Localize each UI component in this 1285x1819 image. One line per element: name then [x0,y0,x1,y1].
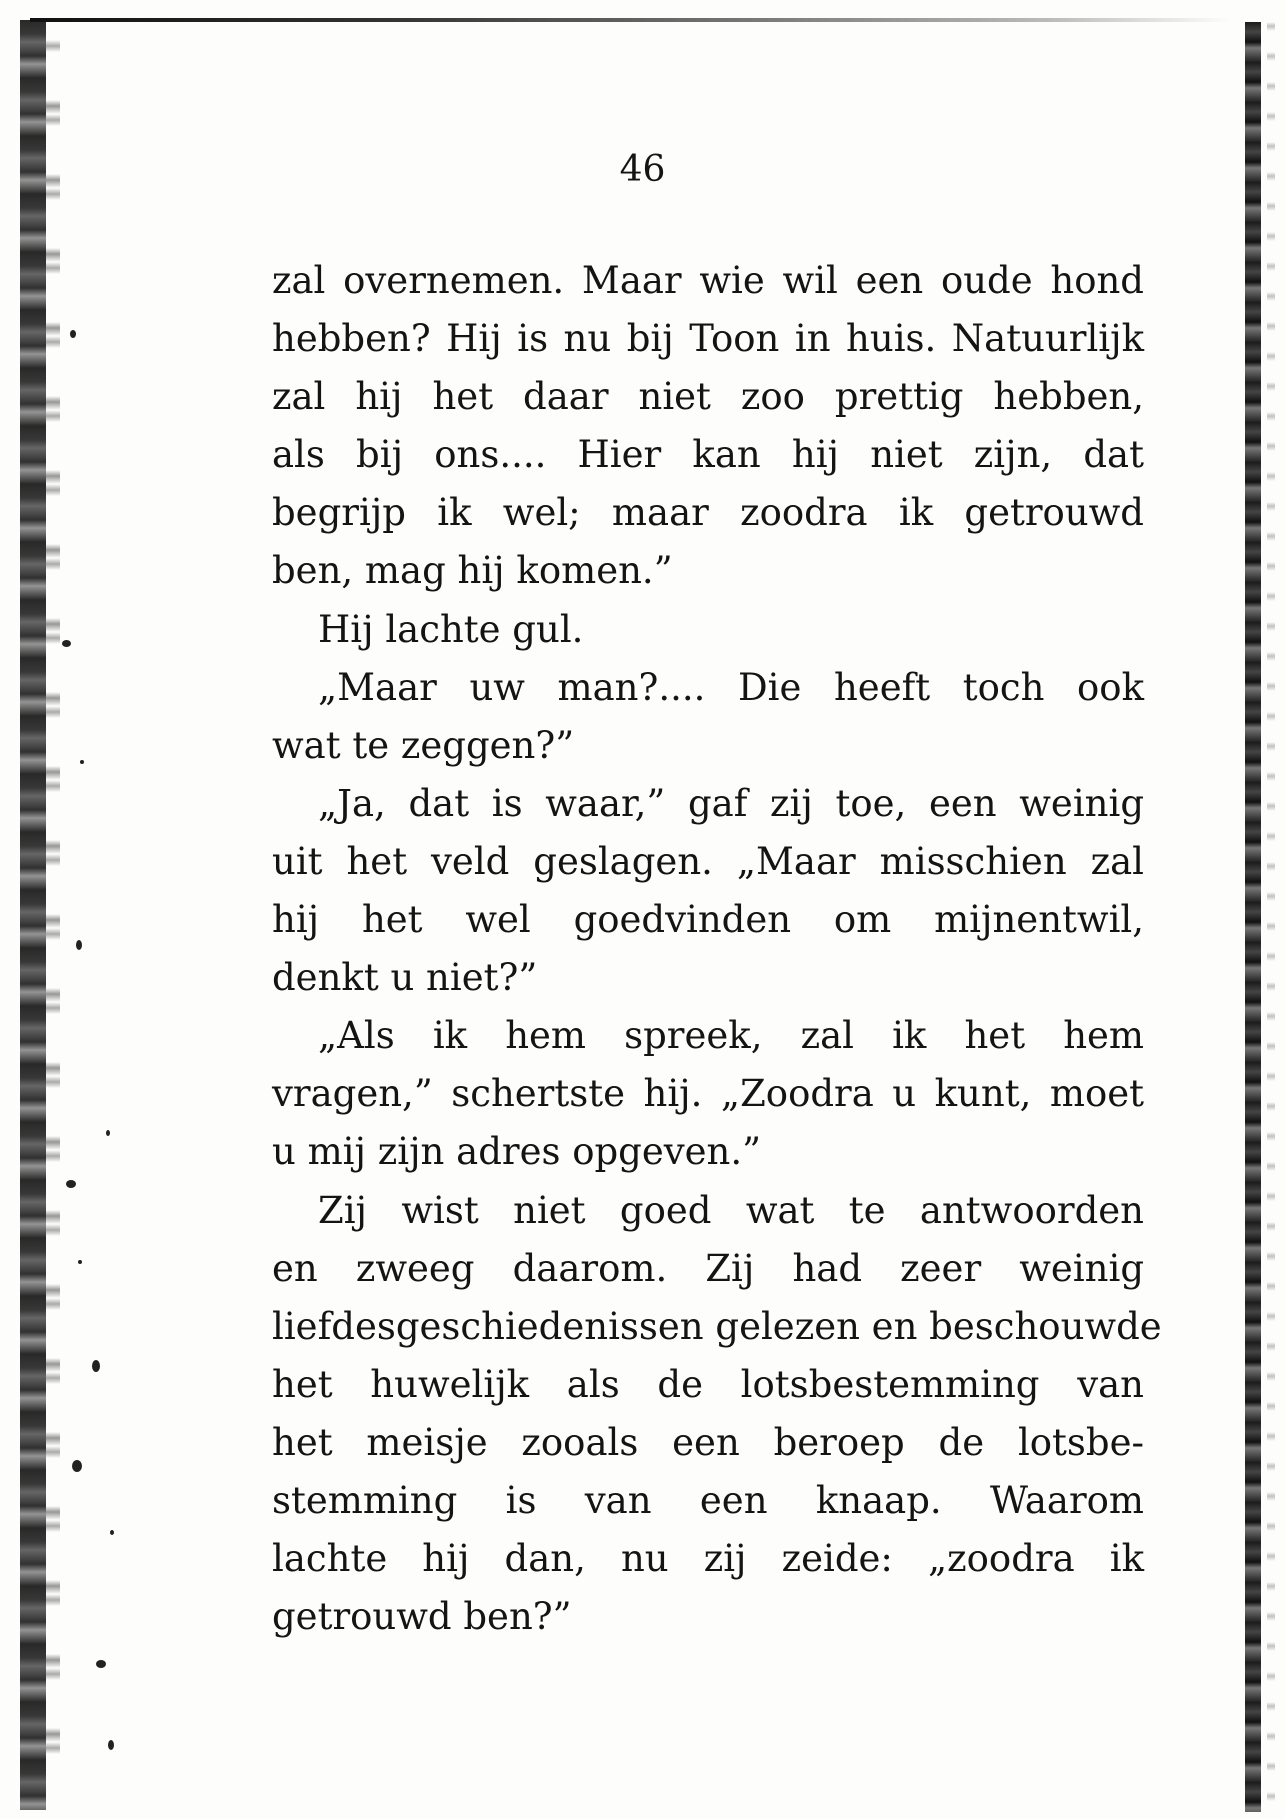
scan-right-edge-shadow [1267,22,1275,1812]
text-line: het meisje zooals een beroep de lotsbe- [272,1420,1144,1464]
text-line: „Ja, dat is waar,” gaf zij toe, een weinig [318,781,1144,825]
scan-speck [96,1660,106,1668]
scan-speck [72,1460,82,1472]
text-line: zal overnemen. Maar wie wil een oude hond [272,259,1144,302]
body-text [272,252,1162,1646]
text-line: Zij wist niet goed wat te antwoorden [318,1188,1144,1232]
scan-speck [108,1740,114,1750]
text-line: het huwelijk als de lotsbestemming van [272,1362,1144,1406]
scan-speck [70,330,76,338]
scan-speck [66,1180,76,1188]
text-line: liefdesgeschiedenissen gelezen en beschouwde [272,1304,1162,1348]
scan-speck [110,1530,114,1535]
text-line: hij het wel goedvinden om mijnentwil, [272,898,1144,942]
text-line: begrijp ik wel; maar zoodra ik getrouwd [272,491,1144,535]
text-line: stemming is van een knaap. Waarom [272,1478,1144,1522]
scan-speck [76,940,82,950]
text-line: „Als ik hem spreek, zal ik het hem [318,1014,1144,1058]
text-line: uit het veld geslagen. „Maar misschien zal [272,839,1144,883]
scan-top-edge [30,18,1230,22]
text-line: vragen,” schertste hij. „Zoodra u kunt, moet [272,1072,1144,1116]
scan-right-edge [1245,22,1261,1812]
scan-speck [80,760,84,764]
text-line: als bij ons.... Hier kan hij niet zijn, dat [272,433,1144,477]
text-line: Hij lachte gul. [318,607,584,651]
page-number: 46 [619,149,666,190]
text-line: denkt u niet?” [272,956,538,1000]
text-line: lachte hij dan, nu zij zeide: „zoodra ik [272,1537,1144,1581]
scan-left-edge-shadow [46,40,60,1800]
scan-speck [92,1360,100,1372]
text-line: zal hij het daar niet zoo prettig hebben, [272,375,1144,419]
text-line: „Maar uw man?.... Die heeft toch ook [318,665,1144,709]
text-line: wat te zeggen?” [272,723,575,767]
text-line: ben, mag hij komen.” [272,549,673,593]
scan-left-edge [20,20,46,1810]
scan-speck [78,1260,82,1264]
text-line: en zweeg daarom. Zij had zeer weinig [272,1246,1144,1290]
text-line: u mij zijn adres opgeven.” [272,1130,762,1174]
text-line: getrouwd ben?” [272,1595,572,1639]
scan-speck [106,1130,110,1136]
scan-speck [62,640,71,647]
text-line: hebben? Hij is nu bij Toon in huis. Natuurlijk [272,317,1144,361]
